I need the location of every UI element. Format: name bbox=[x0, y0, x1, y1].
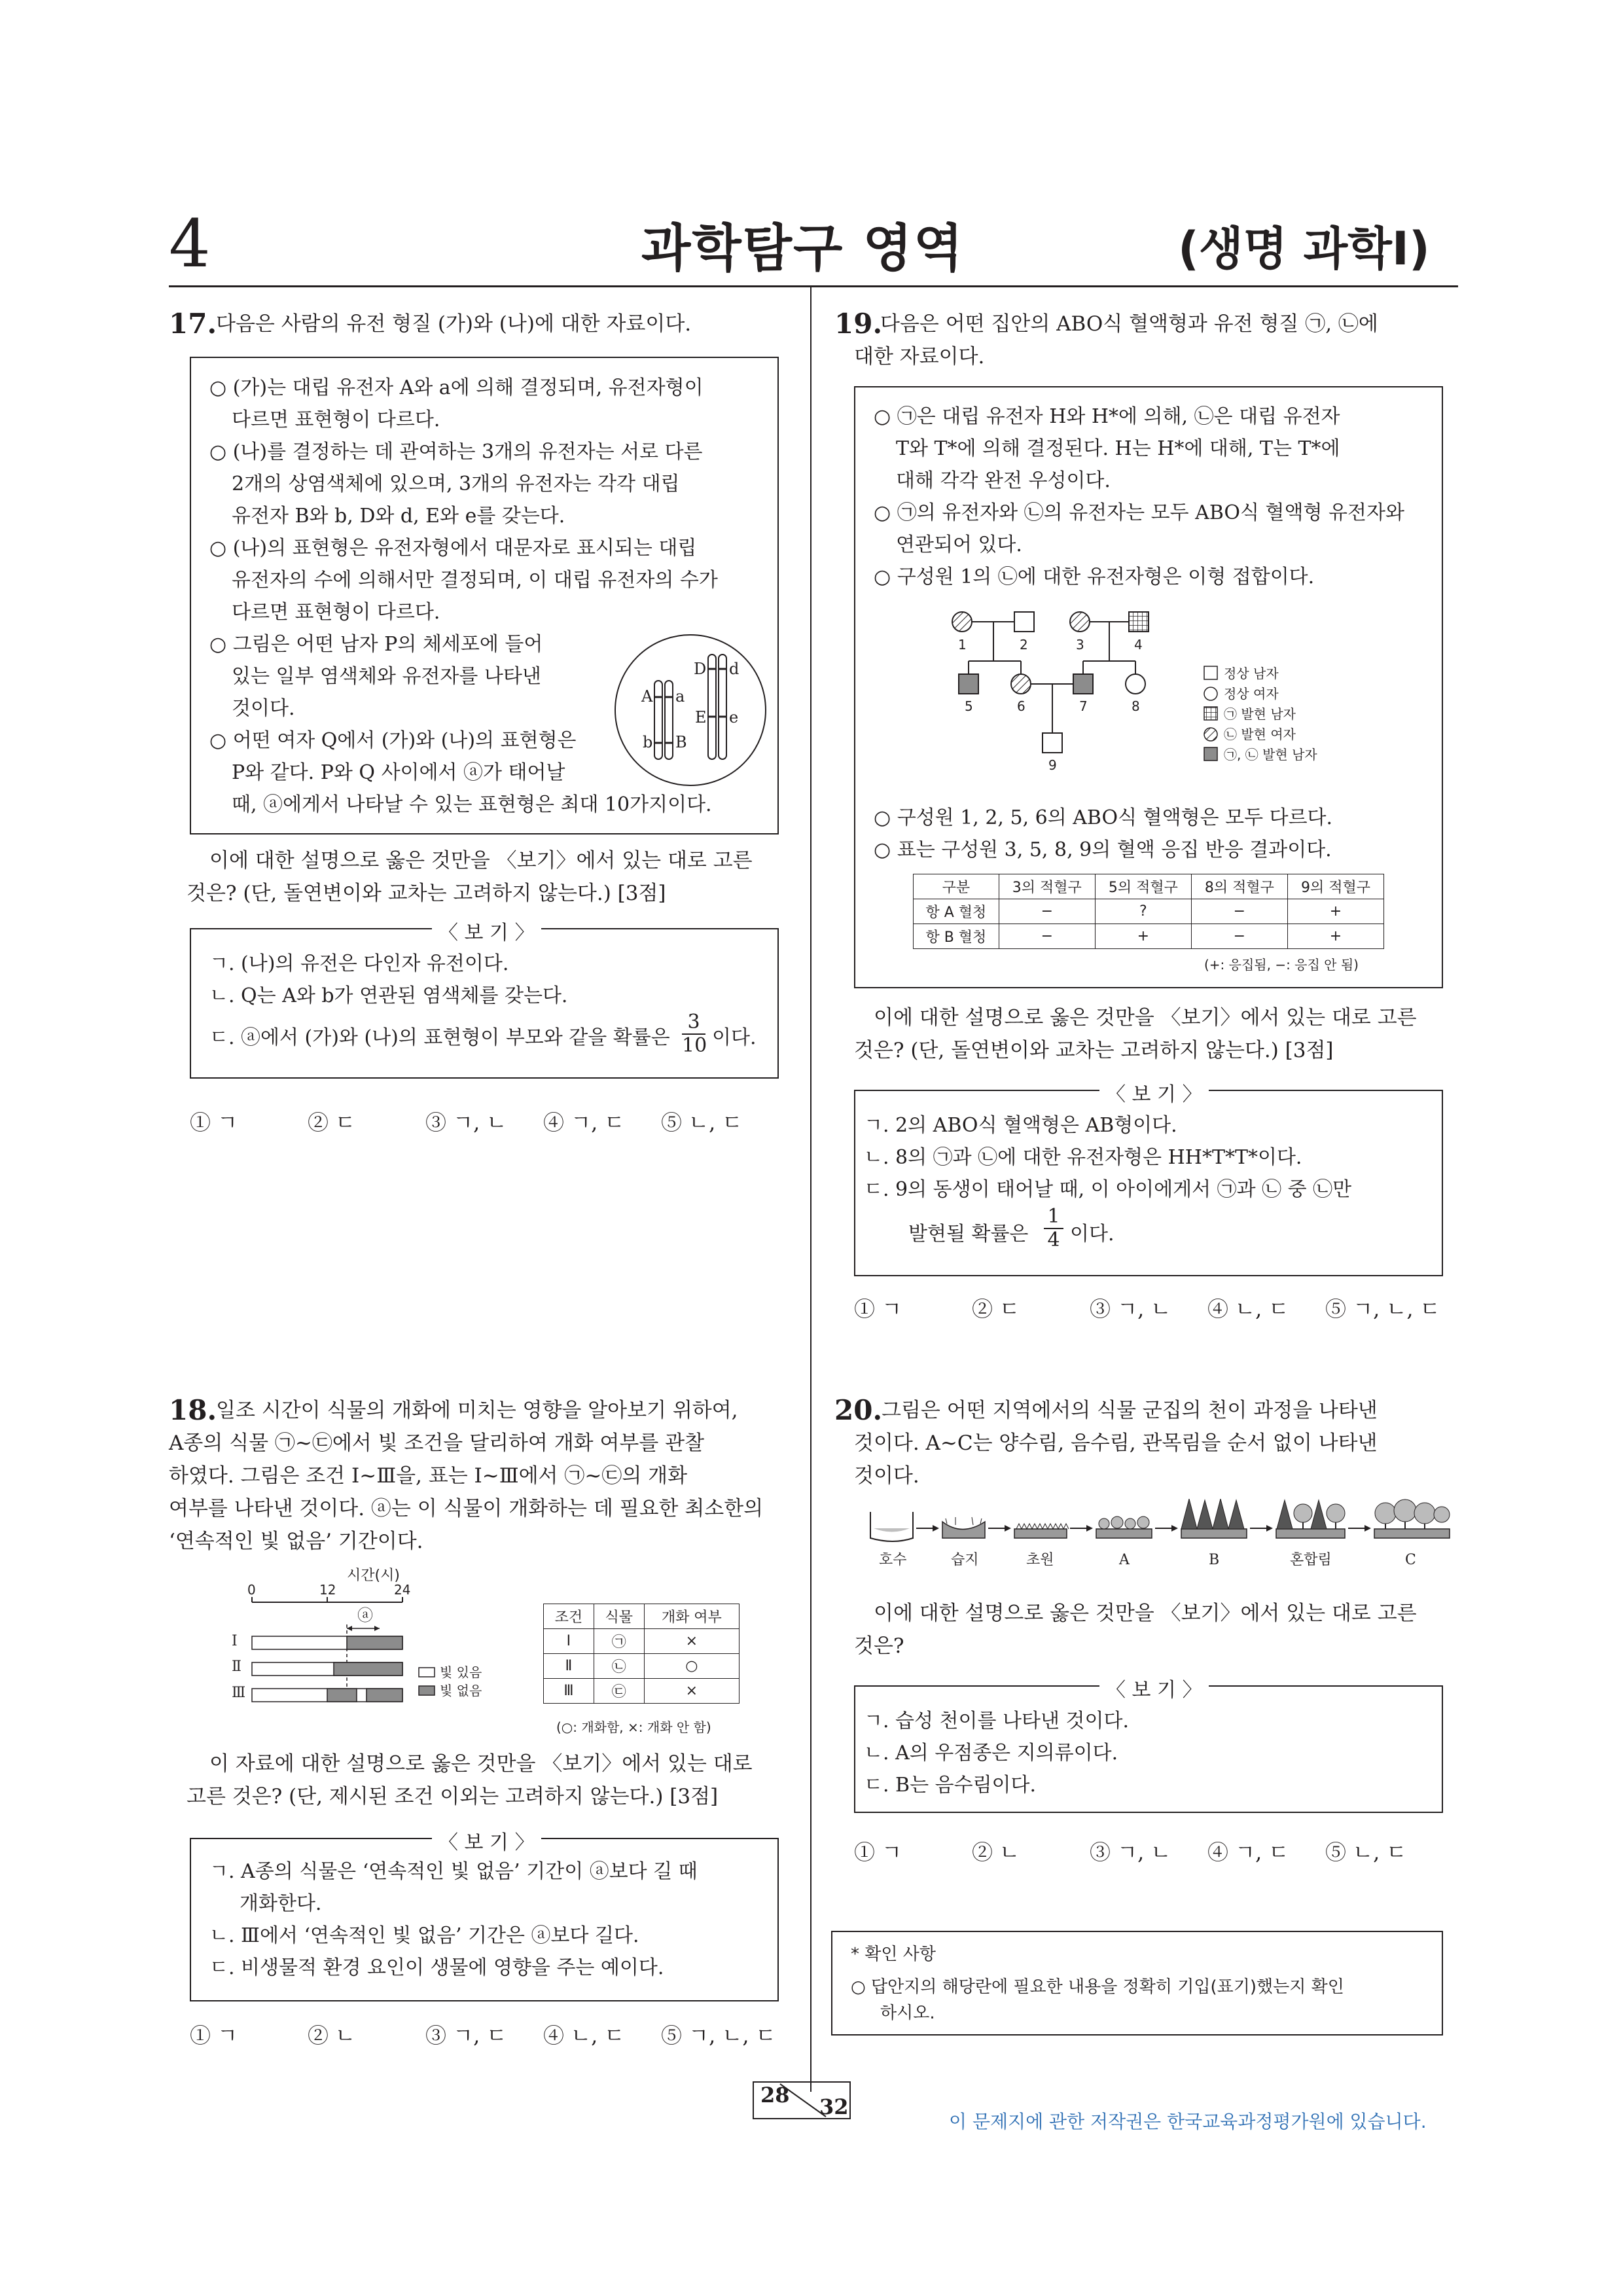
q17-line: 다르면 표현형이 다르다. bbox=[232, 601, 440, 624]
q19-line: T와 T*에 의해 결정된다. H는 H*에 대해, T는 T*에 bbox=[896, 437, 1340, 460]
member-label: 4 bbox=[1134, 637, 1143, 653]
subject-title: (생명 과학Ⅰ) bbox=[1178, 222, 1430, 276]
bogi-item: ㄴ. Ⅲ에서 ‘연속적인 빛 없음’ 기간은 ⓐ보다 길다. bbox=[209, 1924, 639, 1947]
q17-line: ○ 그림은 어떤 남자 P의 체세포에 들어 bbox=[209, 633, 543, 656]
q18-stem-line: 일조 시간이 식물의 개화에 미치는 영향을 알아보기 위하여, bbox=[216, 1399, 738, 1422]
table-header: 구분 bbox=[914, 874, 999, 899]
q19-stem-1: 다음은 어떤 집안의 ABO식 혈액형과 유전 형질 ㉠, ㉡에 bbox=[880, 312, 1378, 336]
bogi-item: ㄷ. 비생물적 환경 요인이 생물에 영향을 주는 예이다. bbox=[209, 1956, 664, 1979]
q20-option-1[interactable]: ① ㄱ bbox=[854, 1840, 902, 1865]
q17-prompt-1: 이에 대한 설명으로 옳은 것만을 〈보기〉에서 있는 대로 고른 bbox=[209, 849, 753, 872]
q17-line: 2개의 상염색체에 있으며, 3개의 유전자는 각각 대립 bbox=[232, 473, 680, 495]
stage-label: 혼합림 bbox=[1290, 1552, 1332, 1568]
row-label: Ⅱ bbox=[232, 1659, 241, 1675]
q19-option-4[interactable]: ④ ㄴ, ㄷ bbox=[1207, 1297, 1289, 1321]
q20-prompt-2: 것은? bbox=[854, 1634, 904, 1658]
q20-option-3[interactable]: ③ ㄱ, ㄴ bbox=[1090, 1840, 1171, 1865]
bogi-item: ㄷ. ⓐ에서 (가)와 (나)의 표현형이 부모와 같을 확률은 bbox=[209, 1026, 670, 1049]
q17-line: 유전자 B와 b, D와 d, E와 e를 갖는다. bbox=[232, 505, 565, 528]
table-header: 9의 적혈구 bbox=[1287, 874, 1383, 899]
q17-bogi-title: 〈 보 기 〉 bbox=[432, 916, 541, 945]
q19-number: 19. bbox=[834, 308, 883, 340]
legend-item: ㉠, ㉡ 발현 남자 bbox=[1224, 747, 1317, 762]
q20-stem-line: 것이다. bbox=[854, 1464, 919, 1488]
member-label: 7 bbox=[1079, 698, 1088, 714]
q17-option-1[interactable]: ① ㄱ bbox=[190, 1110, 238, 1135]
q17-option-2[interactable]: ② ㄷ bbox=[308, 1110, 356, 1135]
table-row: 항 A 혈청 − ? − + bbox=[914, 899, 1384, 924]
q18-prompt-2: 고른 것은? (단, 제시된 조건 이외는 고려하지 않는다.) [3점] bbox=[187, 1785, 719, 1808]
q20-succession-diagram bbox=[867, 1499, 1456, 1584]
stage-label: 초원 bbox=[1026, 1552, 1054, 1568]
q18-stem bbox=[169, 1394, 763, 1558]
tick-label: 12 bbox=[319, 1582, 336, 1598]
q17-line: 때, ⓐ에게서 나타날 수 있는 표현형은 최대 10가지이다. bbox=[232, 793, 712, 816]
row-label: Ⅲ bbox=[232, 1685, 246, 1701]
legend-item: 정상 여자 bbox=[1224, 686, 1279, 702]
bogi-item: ㄱ. 습성 천이를 나타낸 것이다. bbox=[864, 1710, 1129, 1732]
q19-option-2[interactable]: ② ㄷ bbox=[972, 1297, 1020, 1321]
page-number: 4 bbox=[169, 206, 211, 282]
legend-item: 정상 남자 bbox=[1224, 666, 1279, 681]
allele-a: a bbox=[675, 687, 685, 706]
q18-stem-line: 여부를 나타낸 것이다. ⓐ는 이 식물이 개화하는 데 필요한 최소한의 bbox=[169, 1497, 764, 1520]
table-header: 식물 bbox=[594, 1604, 644, 1629]
q17-prompt-2: 것은? (단, 돌연변이와 교차는 고려하지 않는다.) [3점] bbox=[187, 882, 666, 905]
bogi-item: ㄴ. A의 우점종은 지의류이다. bbox=[864, 1742, 1118, 1765]
tick-label: 24 bbox=[394, 1582, 411, 1598]
q17-option-3[interactable]: ③ ㄱ, ㄴ bbox=[425, 1110, 507, 1135]
section-title: 과학탐구 영역 bbox=[641, 219, 965, 278]
q17-line: ○ (나)의 표현형은 유전자형에서 대문자로 표시되는 대립 bbox=[209, 537, 697, 560]
fraction-denominator: 10 bbox=[682, 1034, 707, 1057]
table-row: 항 B 혈청 − + − + bbox=[914, 924, 1384, 949]
q18-stem-line: 하였다. 그림은 조건 Ⅰ~Ⅲ을, 표는 Ⅰ~Ⅲ에서 ㉠~㉢의 개화 bbox=[169, 1464, 688, 1488]
q19-stem-2: 대한 자료이다. bbox=[854, 345, 985, 368]
q20-bogi-list bbox=[864, 1705, 1129, 1801]
q17-option-5[interactable]: ⑤ ㄴ, ㄷ bbox=[661, 1110, 743, 1135]
q20-option-4[interactable]: ④ ㄱ, ㄷ bbox=[1207, 1840, 1289, 1865]
member-label: 1 bbox=[958, 637, 967, 653]
stage-label: 호수 bbox=[879, 1552, 907, 1568]
q19-pedigree bbox=[936, 602, 1407, 798]
tick-label: 0 bbox=[247, 1582, 256, 1598]
q19-fraction bbox=[1044, 1206, 1063, 1251]
q17-line: 것이다. bbox=[232, 697, 295, 720]
q17-line: ○ (가)는 대립 유전자 A와 a에 의해 결정되며, 유전자형이 bbox=[209, 376, 704, 399]
q18-flowering-table bbox=[543, 1604, 740, 1704]
q18-bogi-list bbox=[209, 1856, 698, 1984]
q19-option-5[interactable]: ⑤ ㄱ, ㄴ, ㄷ bbox=[1325, 1297, 1440, 1321]
stage-label: 습지 bbox=[951, 1552, 979, 1568]
notice-line-1: ○ 답안지의 해당란에 필요한 내용을 정확히 기입(표기)했는지 확인 bbox=[851, 1977, 1344, 1997]
column-divider bbox=[810, 285, 812, 2092]
q18-option-1[interactable]: ① ㄱ bbox=[190, 2023, 238, 2048]
fraction-numerator: 1 bbox=[1044, 1206, 1063, 1229]
notice-title: * 확인 사항 bbox=[851, 1945, 936, 1964]
table-header: 8의 적혈구 bbox=[1191, 874, 1287, 899]
q17-option-4[interactable]: ④ ㄱ, ㄷ bbox=[543, 1110, 625, 1135]
allele-E: E bbox=[695, 708, 707, 726]
q19-bogi-title: 〈 보 기 〉 bbox=[1099, 1078, 1209, 1107]
member-label: 9 bbox=[1048, 757, 1057, 773]
q19-option-3[interactable]: ③ ㄱ, ㄴ bbox=[1090, 1297, 1171, 1321]
q20-number: 20. bbox=[834, 1394, 883, 1426]
table-row: Ⅰ ㉠ × bbox=[544, 1629, 740, 1654]
q20-stem bbox=[834, 1394, 1378, 1492]
stage-label: C bbox=[1405, 1552, 1416, 1568]
q18-option-5[interactable]: ⑤ ㄱ, ㄴ, ㄷ bbox=[661, 2023, 776, 2048]
q20-stem-line: 그림은 어떤 지역에서의 식물 군집의 천이 과정을 나타낸 bbox=[882, 1399, 1378, 1422]
table-header: 조건 bbox=[544, 1604, 594, 1629]
table-header: 5의 적혈구 bbox=[1095, 874, 1191, 899]
q17-fraction-tail: 이다. bbox=[712, 1026, 757, 1049]
member-label: 5 bbox=[965, 698, 973, 714]
q18-table-note: (○: 개화함, ×: 개화 안 함) bbox=[556, 1719, 711, 1735]
q18-option-3[interactable]: ③ ㄱ, ㄷ bbox=[425, 2023, 507, 2048]
q19-line: ○ ㉠은 대립 유전자 H와 H*에 의해, ㉡은 대립 유전자 bbox=[874, 405, 1340, 428]
q17-line: 다르면 표현형이 다르다. bbox=[232, 408, 440, 431]
q17-line: ○ (나)를 결정하는 데 관여하는 3개의 유전자는 서로 다른 bbox=[209, 440, 703, 463]
q17-line: 유전자의 수에 의해서만 결정되며, 이 대립 유전자의 수가 bbox=[232, 569, 718, 592]
q19-agglutination-table bbox=[913, 874, 1384, 949]
allele-e: e bbox=[729, 708, 739, 726]
q18-light-chart bbox=[223, 1564, 524, 1728]
q18-prompt-1: 이 자료에 대한 설명으로 옳은 것만을 〈보기〉에서 있는 대로 bbox=[209, 1752, 753, 1776]
marker-a: ⓐ bbox=[357, 1606, 373, 1624]
q19-line: ○ 구성원 1, 2, 5, 6의 ABO식 혈액형은 모두 다르다. bbox=[874, 806, 1333, 829]
q17-line: ○ 어떤 여자 Q에서 (가)와 (나)의 표현형은 bbox=[209, 729, 577, 752]
row-label: Ⅰ bbox=[232, 1633, 238, 1649]
page-indicator bbox=[753, 2081, 851, 2119]
allele-B: B bbox=[675, 733, 687, 751]
allele-d: d bbox=[729, 660, 740, 678]
bogi-item: ㄱ. A종의 식물은 ‘연속적인 빛 없음’ 기간이 ⓐ보다 길 때 bbox=[209, 1860, 698, 1883]
page-current: 28 bbox=[760, 2083, 790, 2108]
q17-cell-diagram bbox=[609, 628, 772, 792]
header-rule bbox=[169, 285, 1458, 287]
q19-info-text-2 bbox=[874, 802, 1332, 866]
legend-item: ㉡ 발현 여자 bbox=[1224, 726, 1296, 742]
bogi-item: 개화한다. bbox=[240, 1892, 322, 1915]
table-header: 개화 여부 bbox=[644, 1604, 739, 1629]
q19-info-text bbox=[874, 401, 1404, 593]
copyright-notice: 이 문제지에 관한 저작권은 한국교육과정평가원에 있습니다. bbox=[949, 2111, 1427, 2132]
fraction-numerator: 3 bbox=[682, 1011, 705, 1035]
q19-line: 대해 각각 완전 우성이다. bbox=[896, 469, 1111, 492]
bogi-item: ㄱ. (나)의 유전은 다인자 유전이다. bbox=[209, 952, 509, 975]
table-header: 3의 적혈구 bbox=[999, 874, 1095, 899]
q19-line: ○ 표는 구성원 3, 5, 8, 9의 혈액 응집 반응 결과이다. bbox=[874, 838, 1332, 861]
q17-number: 17. bbox=[169, 308, 217, 340]
q19-line: ○ 구성원 1의 ㉡에 대한 유전자형은 이형 접합이다. bbox=[874, 565, 1315, 588]
allele-A: A bbox=[641, 687, 653, 706]
q17-stem: 다음은 사람의 유전 형질 (가)와 (나)에 대한 자료이다. bbox=[216, 312, 692, 336]
q17-bogi-list bbox=[209, 948, 567, 1012]
q20-stem-line: 것이다. A~C는 양수림, 음수림, 관목림을 순서 없이 나타낸 bbox=[854, 1431, 1378, 1455]
q19-option-1[interactable]: ① ㄱ bbox=[854, 1297, 902, 1321]
legend-item: ㉠ 발현 남자 bbox=[1224, 706, 1296, 722]
allele-D: D bbox=[694, 660, 707, 678]
q19-line: ○ ㉠의 유전자와 ㉡의 유전자는 모두 ABO식 혈액형 유전자와 bbox=[874, 501, 1404, 524]
stage-label: A bbox=[1119, 1552, 1130, 1568]
q19-bogi-item-c2: 발현될 확률은 bbox=[908, 1223, 1029, 1246]
q17-line: P와 같다. P와 Q 사이에서 ⓐ가 태어날 bbox=[232, 761, 565, 784]
member-label: 8 bbox=[1132, 698, 1140, 714]
q17-bogi-item-c bbox=[209, 1021, 670, 1050]
member-label: 2 bbox=[1020, 637, 1028, 653]
legend-light: 빛 있음 bbox=[440, 1664, 482, 1680]
q20-bogi-title: 〈 보 기 〉 bbox=[1099, 1674, 1209, 1702]
table-row: Ⅲ ㉢ × bbox=[544, 1679, 740, 1704]
table-row: Ⅱ ㉡ ○ bbox=[544, 1654, 740, 1679]
q19-prompt-1: 이에 대한 설명으로 옳은 것만을 〈보기〉에서 있는 대로 고른 bbox=[874, 1006, 1417, 1030]
q20-prompt-1: 이에 대한 설명으로 옳은 것만을 〈보기〉에서 있는 대로 고른 bbox=[874, 1602, 1417, 1625]
q17-fraction bbox=[682, 1011, 705, 1057]
q18-stem-line: ‘연속적인 빛 없음’ 기간이다. bbox=[169, 1530, 423, 1553]
q19-bogi-list bbox=[864, 1109, 1351, 1206]
q20-option-5[interactable]: ⑤ ㄴ, ㄷ bbox=[1325, 1840, 1407, 1865]
notice-line-2: 하시오. bbox=[880, 2003, 935, 2023]
bogi-item: ㄷ. B는 음수림이다. bbox=[864, 1774, 1037, 1797]
axis-title: 시간(시) bbox=[347, 1568, 400, 1584]
q19-table-note: (+: 응집됨, −: 응집 안 됨) bbox=[1204, 957, 1359, 973]
fraction-denominator: 4 bbox=[1047, 1229, 1060, 1251]
q17-line: 있는 일부 염색체와 유전자를 나타낸 bbox=[232, 665, 541, 688]
bogi-item: ㄴ. Q는 A와 b가 연관된 염색체를 갖는다. bbox=[209, 984, 568, 1007]
allele-b: b bbox=[643, 733, 653, 751]
q20-option-2[interactable]: ② ㄴ bbox=[972, 1840, 1020, 1865]
bogi-item: ㄴ. 8의 ㉠과 ㉡에 대한 유전자형은 HH*T*T*이다. bbox=[864, 1146, 1302, 1169]
member-label: 6 bbox=[1017, 698, 1026, 714]
q18-stem-line: A종의 식물 ㉠~㉢에서 빛 조건을 달리하여 개화 여부를 관찰 bbox=[169, 1431, 705, 1455]
q19-fraction-tail: 이다. bbox=[1070, 1223, 1115, 1246]
legend-dark: 빛 없음 bbox=[440, 1683, 482, 1698]
q18-option-4[interactable]: ④ ㄴ, ㄷ bbox=[543, 2023, 625, 2048]
q18-option-2[interactable]: ② ㄴ bbox=[308, 2023, 356, 2048]
bogi-item: ㄷ. 9의 동생이 태어날 때, 이 아이에게서 ㉠과 ㉡ 중 ㉡만 bbox=[864, 1178, 1352, 1201]
q18-bogi-title: 〈 보 기 〉 bbox=[432, 1826, 541, 1855]
q19-prompt-2: 것은? (단, 돌연변이와 교차는 고려하지 않는다.) [3점] bbox=[854, 1039, 1334, 1062]
q19-line: 연관되어 있다. bbox=[896, 533, 1022, 556]
stage-label: B bbox=[1209, 1552, 1220, 1568]
member-label: 3 bbox=[1076, 637, 1084, 653]
page-total: 32 bbox=[819, 2094, 849, 2119]
bogi-item: ㄱ. 2의 ABO식 혈액형은 AB형이다. bbox=[864, 1114, 1177, 1137]
q18-number: 18. bbox=[169, 1394, 217, 1426]
